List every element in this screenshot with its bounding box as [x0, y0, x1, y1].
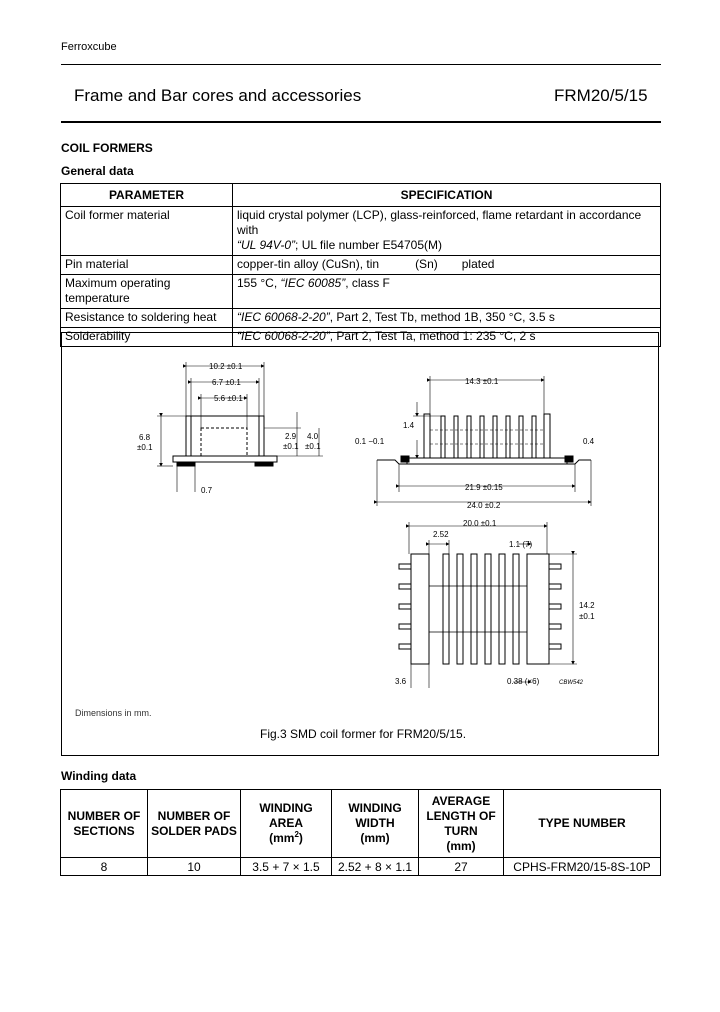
- specification-cell: copper-tin alloy (CuSn), tin (Sn) plated: [233, 256, 661, 275]
- parameter-cell: Maximum operating temperature: [61, 275, 233, 309]
- specification-header: SPECIFICATION: [233, 184, 661, 207]
- table-header-row: [61, 790, 661, 858]
- table-row: [61, 256, 661, 275]
- title-divider: [61, 121, 661, 123]
- dim-label: 0.38 (×6): [507, 677, 540, 686]
- general-data-heading: General data: [61, 164, 134, 178]
- dim-label: 1.1 (7): [509, 540, 533, 549]
- drawing-reference: CBW542: [559, 680, 584, 686]
- dim-label: 2.52: [433, 530, 449, 539]
- dim-label: 5.6 ±0.1: [214, 394, 243, 403]
- turn-length-header: AVERAGE LENGTH OF TURN (mm): [419, 790, 504, 858]
- top-view: [399, 522, 577, 688]
- header-divider: [61, 64, 661, 65]
- table-row: [61, 275, 661, 309]
- dim-label: ±0.1: [305, 442, 321, 451]
- dim-label: 3.6: [395, 677, 407, 686]
- winding-width-header: WINDING WIDTH (mm): [332, 790, 419, 858]
- dim-label: 2.9: [285, 432, 297, 441]
- dim-label: ±0.1: [137, 443, 153, 452]
- parameter-cell: Coil former material: [61, 207, 233, 256]
- solder-pads-cell: 10: [148, 858, 241, 876]
- dim-label: 0.4: [583, 437, 595, 446]
- winding-data-table: [60, 789, 661, 876]
- parameter-cell: Pin material: [61, 256, 233, 275]
- turn-length-cell: 27: [419, 858, 504, 876]
- figure-caption: Fig.3 SMD coil former for FRM20/5/15.: [260, 727, 467, 741]
- product-code: FRM20/5/15: [554, 86, 648, 105]
- document-title: Frame and Bar cores and accessories: [74, 86, 362, 105]
- dim-label: 6.7 ±0.1: [212, 378, 241, 387]
- specification-cell: “IEC 60068-2-20”, Part 2, Test Tb, method 1B, 350 °C, 3.5 s: [233, 309, 661, 328]
- dim-label: 21.9 ±0.15: [465, 483, 503, 492]
- winding-data-heading: Winding data: [61, 769, 137, 783]
- type-number-cell: CPHS-FRM20/15-8S-10P: [504, 858, 661, 876]
- table-row: [61, 309, 661, 328]
- parameter-cell: Solderability: [61, 328, 233, 347]
- general-data-table: [60, 183, 661, 347]
- dim-label: 24.0 ±0.2: [467, 501, 501, 510]
- dim-label: 0.1 −0.1: [355, 437, 385, 446]
- dim-label: ±0.1: [283, 442, 299, 451]
- solder-pads-header: NUMBER OF SOLDER PADS: [148, 790, 241, 858]
- specification-cell: 155 °C, “IEC 60085”, class F: [233, 275, 661, 309]
- sections-header: NUMBER OF SECTIONS: [61, 790, 148, 858]
- side-view-labels: [355, 377, 595, 510]
- dim-label: 6.8: [139, 433, 151, 442]
- winding-width-cell: 2.52 + 8 × 1.1: [332, 858, 419, 876]
- dim-label: 0.7: [201, 486, 213, 495]
- dim-label: 4.0: [307, 432, 319, 441]
- coil-former-drawing: [61, 332, 659, 756]
- specification-cell: liquid crystal polymer (LCP), glass-reinforced, flame retardant in accordance with “UL 94V-0”; UL file number E54705(M): [233, 207, 661, 256]
- type-number-header: TYPE NUMBER: [504, 790, 661, 858]
- dim-label: ±0.1: [579, 612, 595, 621]
- dim-label: 14.2: [579, 601, 595, 610]
- parameter-cell: Resistance to soldering heat: [61, 309, 233, 328]
- table-row: [61, 207, 661, 256]
- brand-name: Ferroxcube: [61, 41, 117, 53]
- section-title: COIL FORMERS: [61, 141, 153, 155]
- dim-label: 14.3 ±0.1: [465, 377, 499, 386]
- winding-area-cell: 3.5 + 7 × 1.5: [241, 858, 332, 876]
- specification-cell: “IEC 60068-2-20”, Part 2, Test Ta, method 1: 235 °C, 2 s: [233, 328, 661, 347]
- dim-label: 10.2 ±0.1: [209, 362, 243, 371]
- dim-label: 1.4: [403, 421, 415, 430]
- sections-cell: 8: [61, 858, 148, 876]
- dim-label: 20.0 ±0.1: [463, 519, 497, 528]
- winding-area-header: WINDING AREA $(mm^2)$: [241, 790, 332, 858]
- parameter-header: PARAMETER: [61, 184, 233, 207]
- table-row: [61, 858, 661, 876]
- dimensions-note: Dimensions in mm.: [75, 708, 152, 718]
- table-header-row: [61, 184, 661, 207]
